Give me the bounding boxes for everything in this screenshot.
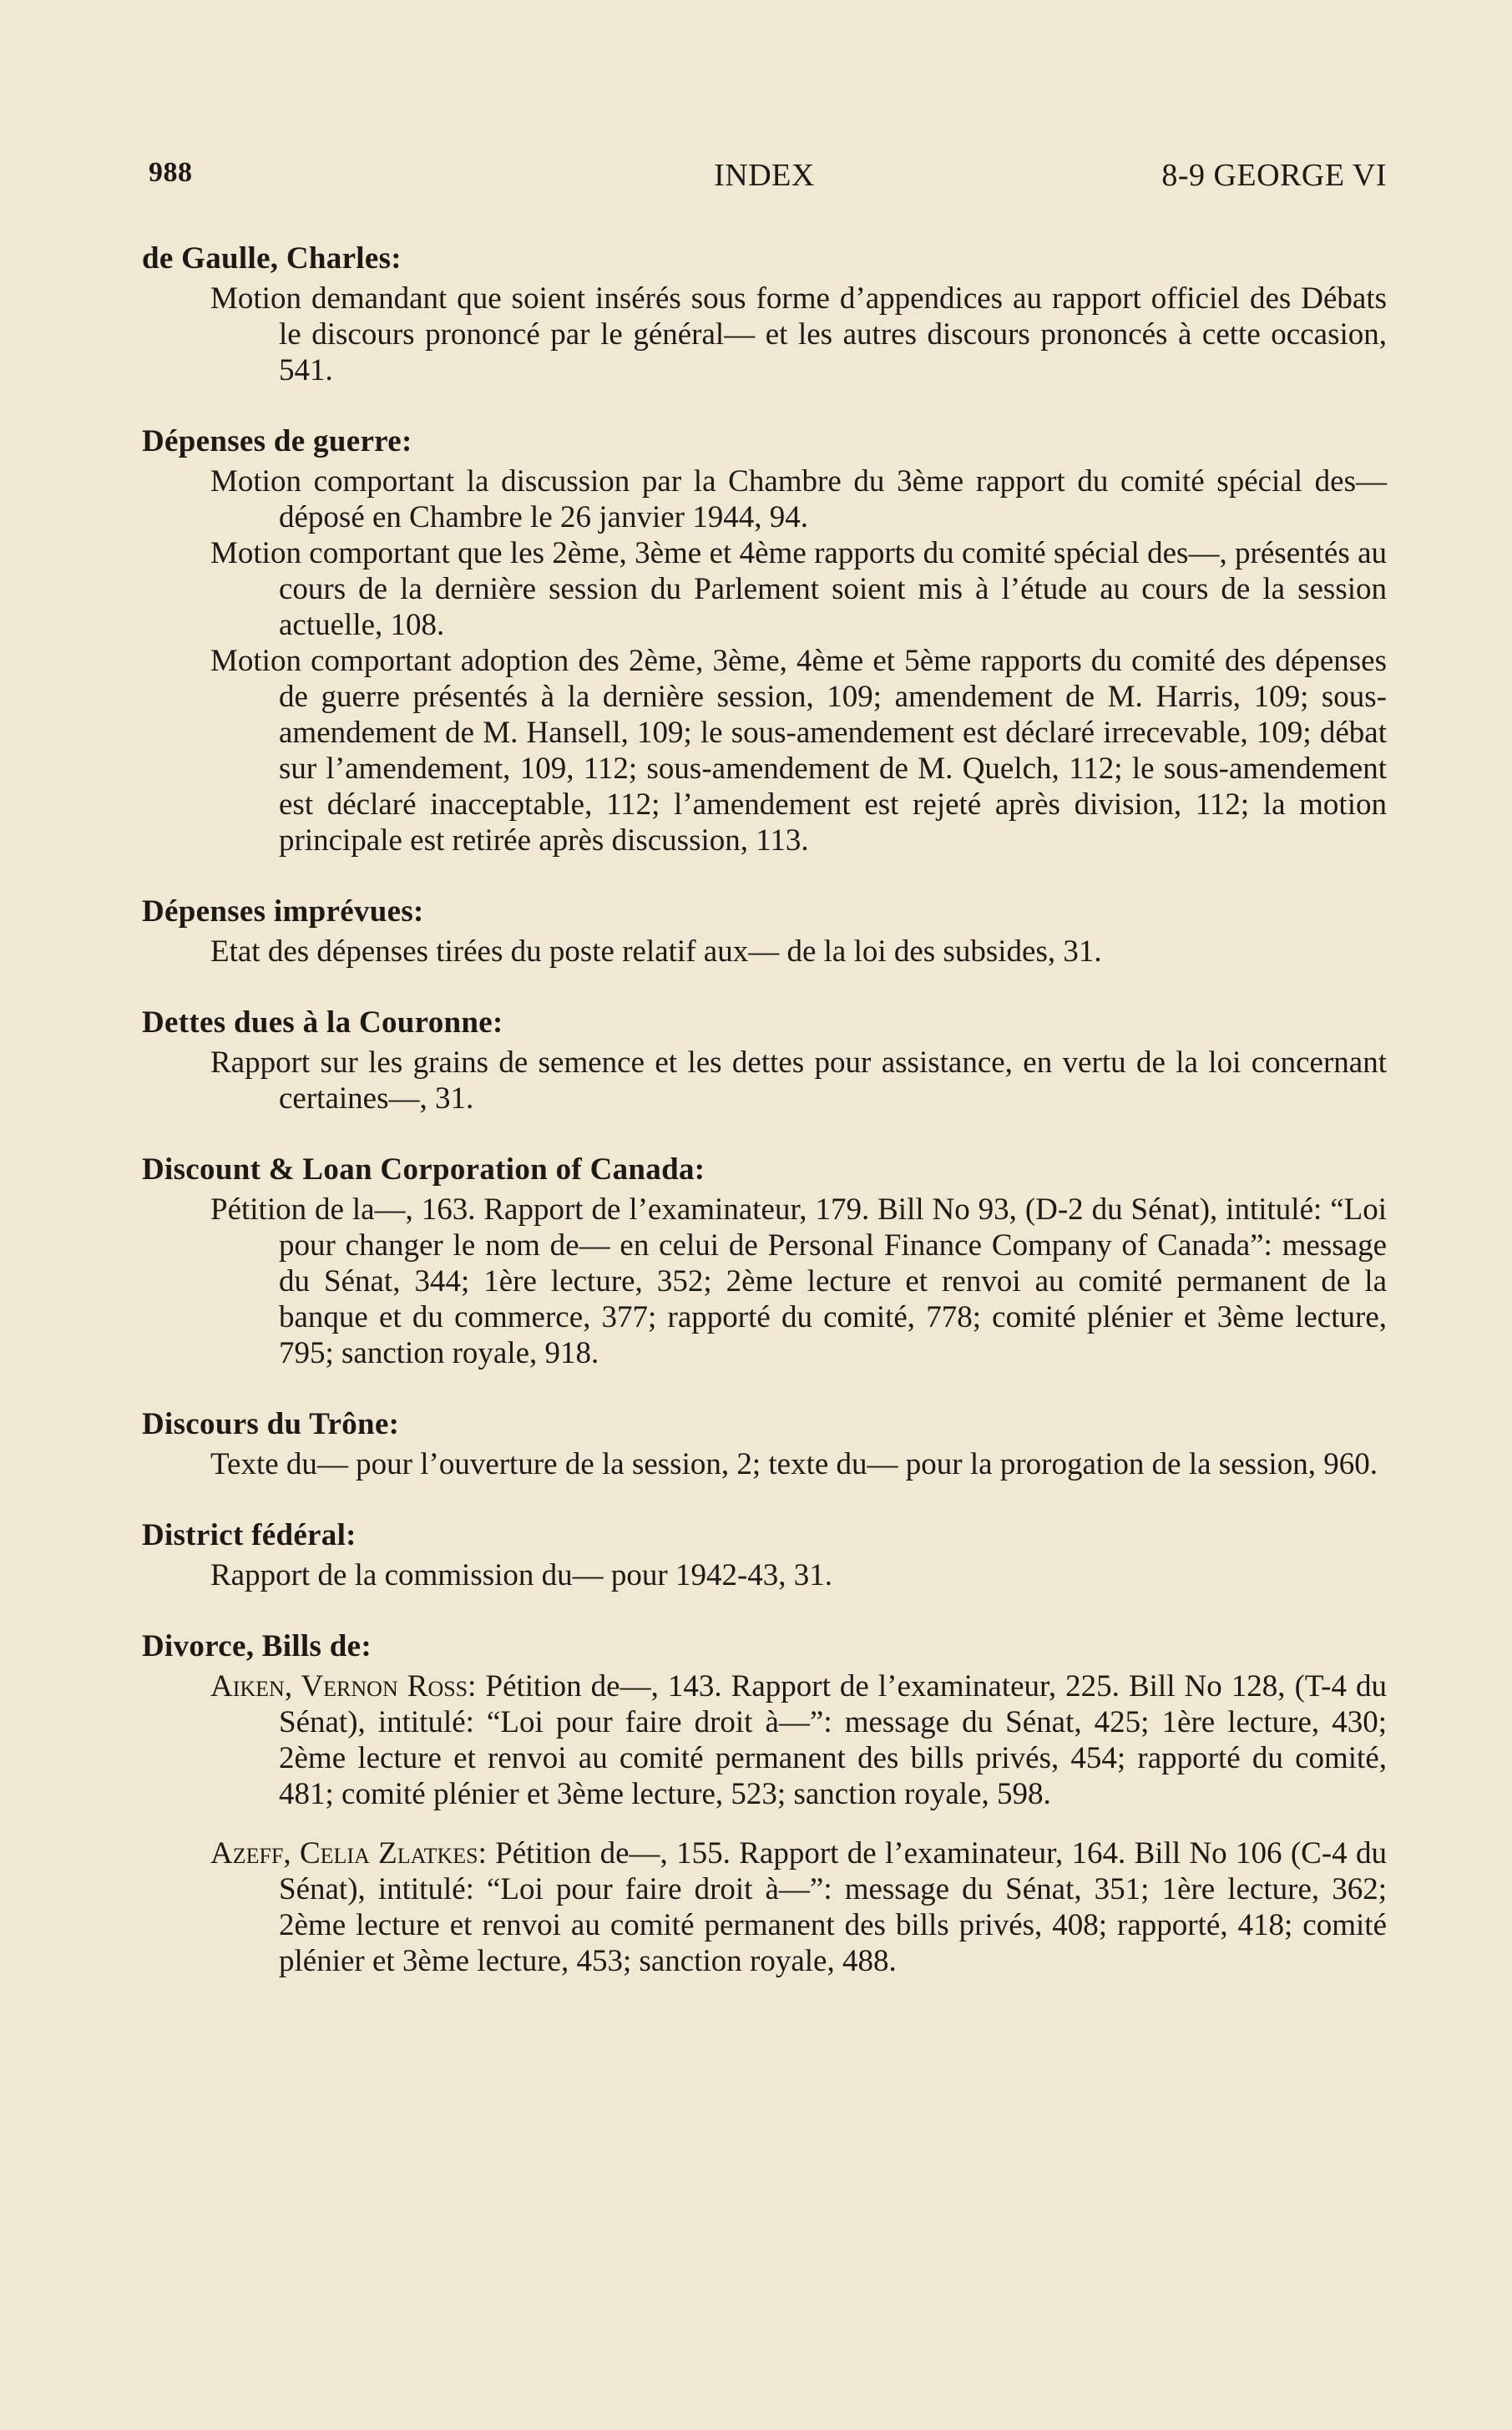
subitem-name: Azeff, Celia Zlatkes	[210, 1836, 478, 1871]
index-entry	[142, 1005, 1387, 1116]
index-entry	[142, 1406, 1387, 1482]
entry-heading: Discount & Loan Corporation of Canada:	[142, 1152, 705, 1187]
entry-item: Texte du— pour l’ouverture de la session, 2; texte du— pour la prorogation de la session, 960.	[210, 1447, 1378, 1481]
entry-heading: Divorce, Bills de:	[142, 1629, 372, 1663]
index-entry	[142, 1628, 1387, 1979]
index-entry	[142, 1517, 1387, 1593]
entry-subitem	[210, 1835, 1387, 1979]
entry-heading: Dépenses imprévues:	[142, 894, 424, 929]
entry-item: Motion comportant adoption des 2ème, 3ème, 4ème et 5ème rapports du comité des dépenses de guerre présentés à la dernière session, 109; amendement de M. Harris, 109; sous-amendement de M. Hansell, 109; le sous-amendement est déclaré irrecevable, 109; débat sur l’amendement, 109, 112; sous-amendement de M. Quelch, 112; le sous-amendement est déclaré inacceptable, 112; l’amendement est rejeté après division, 112; la motion principale est retirée après discussion, 113.	[210, 644, 1387, 858]
index-entry	[142, 240, 1387, 388]
page-header	[142, 157, 1387, 207]
entry-heading: Dépenses de guerre:	[142, 424, 412, 458]
subitem-name: Aiken, Vernon Ross	[210, 1669, 468, 1704]
entry-item: Etat des dépenses tirées du poste relatif aux— de la loi des subsides, 31.	[210, 934, 1102, 969]
entry-heading: de Gaulle, Charles:	[142, 241, 402, 276]
page-title: INDEX	[714, 158, 815, 193]
entry-item: Motion comportant la discussion par la Chambre du 3ème rapport du comité spécial des— déposé en Chambre le 26 janvier 1944, 94.	[210, 464, 1387, 534]
index-entry	[142, 1152, 1387, 1371]
page-number: 988	[149, 157, 193, 188]
entry-item: Rapport sur les grains de semence et les dettes pour assistance, en vertu de la loi concernant certaines—, 31.	[210, 1045, 1387, 1116]
subitem-text: : Pétition de—, 155. Rapport de l’examinateur, 164. Bill No 106 (C-4 du Sénat), intitulé: “Loi pour faire droit à—”: message du Sénat, 351; 1ère lecture, 362; 2ème lecture et renvoi au comité permanent des bills privés, 408; rapporté, 418; comité plénier et 3ème lecture, 453; sanction royale, 488.	[279, 1836, 1387, 1978]
entry-heading: Dettes dues à la Couronne:	[142, 1005, 503, 1040]
entry-item: Motion comportant que les 2ème, 3ème et 4ème rapports du comité spécial des—, présentés au cours de la dernière session du Parlement soient mis à l’étude au cours de la session actuelle, 108.	[210, 536, 1387, 642]
index-entries	[142, 240, 1387, 1979]
index-entry	[142, 894, 1387, 969]
entry-heading: Discours du Trône:	[142, 1407, 400, 1441]
subitem-text: : Pétition de—, 143. Rapport de l’examinateur, 225. Bill No 128, (T-4 du Sénat), intitulé: “Loi pour faire droit à—”: message du Sénat, 425; 1ère lecture, 430; 2ème lecture et renvoi au comité permanent des bills privés, 454; rapporté du comité, 481; comité plénier et 3ème lecture, 523; sanction royale, 598.	[279, 1669, 1387, 1811]
reign-label: 8-9 GEORGE VI	[1161, 158, 1387, 193]
index-entry	[142, 423, 1387, 858]
entry-item: Rapport de la commission du— pour 1942-43, 31.	[210, 1558, 833, 1592]
entry-heading: District fédéral:	[142, 1518, 357, 1552]
entry-item: Motion demandant que soient insérés sous forme d’appendices au rapport officiel des Débats le discours prononcé par le général— et les autres discours prononcés à cette occasion, 541.	[210, 281, 1387, 387]
entry-subitem	[210, 1668, 1387, 1812]
entry-item: Pétition de la—, 163. Rapport de l’examinateur, 179. Bill No 93, (D-2 du Sénat), intitulé: “Loi pour changer le nom de— en celui de Personal Finance Company of Canada”: message du Sénat, 344; 1ère lecture, 352; 2ème lecture et renvoi au comité permanent de la banque et du commerce, 377; rapporté du comité, 778; comité plénier et 3ème lecture, 795; sanction royale, 918.	[210, 1192, 1387, 1370]
